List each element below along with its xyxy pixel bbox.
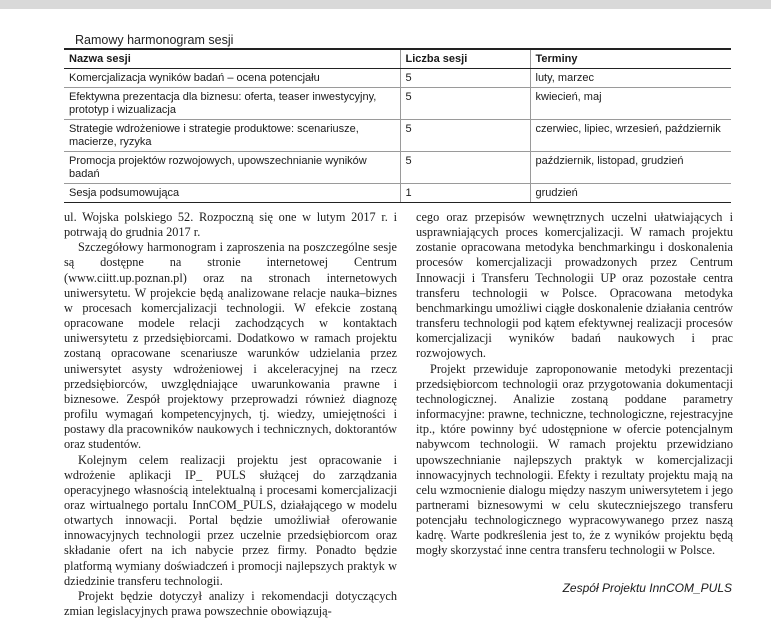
column-header-dates: Terminy (530, 49, 731, 69)
table-row (64, 184, 731, 203)
table-row (64, 88, 731, 120)
article-right-column (416, 210, 733, 559)
session-count-cell: 5 (400, 152, 530, 184)
table-row (64, 152, 731, 184)
paragraph: cego oraz przepisów wewnętrznych uczelni ułatwiających i usprawniających proces komercjalizacji. W ramach projektu zostanie opracowana metodyka benchmarkingu i doskonalenia procesów komercjalizacji prowadzonych przez Centrum Innowacji i Transferu Technologii UP oraz pozostałe centra transferu technologii w Polsce. Opracowana metodyka benchmarkingu umożliwi ciągłe doskonalenie działania centrów transferu technologii pod kątem efektywnej realizacji procesów komercjalizacji wyników badań naukowych i prac rozwojowych. (416, 210, 733, 361)
session-count-cell: 5 (400, 69, 530, 88)
paragraph: Projekt będzie dotyczył analizy i rekomendacji dotyczących zmian legislacyjnych prawa powszechnie obowiązują- (64, 588, 397, 619)
session-dates-cell: luty, marzec (530, 69, 731, 88)
session-count-cell: 5 (400, 120, 530, 152)
table-row (64, 120, 731, 152)
table-header-row (64, 49, 731, 69)
session-name-cell: Komercjalizacja wyników badań – ocena potencjału (64, 69, 400, 88)
session-dates-cell: grudzień (530, 184, 731, 203)
session-name-cell: Sesja podsumowująca (64, 184, 400, 203)
paragraph: Projekt przewiduje zaproponowanie metodyki prezentacji przedsiębiorcom technologii oraz przygotowania dokumentacji technologicznej. Analizie zostaną poddane parametry informacyjne: prawne, techniczne, technologiczne, rejestracyjne itp., które powinny być udostępnione w ofercie potencjalnym nabywcom technologii. W ramach projektu przewidziano upowszechnianie najlepszych praktyk w komercjalizacji innowacyjnych technologii. Efekty i rezultaty projektu mają na celu wzmocnienie dialogu między naszym uniwersytetem i jego partnerami biznesowymi w celu skuteczniejszego transferu potencjału technologicznego wypracowywanego przez naszą kadrę. Warte podkreślenia jest to, że z wyników projektu będą mogły skorzystać inne centra transferu technologii w Polsce. (416, 361, 733, 558)
paragraph: Kolejnym celem realizacji projektu jest opracowanie i wdrożenie aplikacji IP_ PULS służącej do zarządzania operacyjnego własnością intelektualną i procesami komercjalizacji oraz wirtualnego portalu InnCOM_PULS, działającego w modelu otwartych innowacji. Portal będzie umożliwiał oferowanie innowacyjnych technologii przez uczelnie przedsiębiorcom oraz składanie ofert na ich nabycie przez firmy. Ponadto będzie platformą wymiany doświadczeń i promocji najlepszych praktyk w dziedzinie transferu technologii. (64, 452, 397, 588)
session-name-cell: Efektywna prezentacja dla biznesu: oferta, teaser inwestycyjny, prototyp i wizualizacja (64, 88, 400, 120)
session-name-cell: Strategie wdrożeniowe i strategie produktowe: scenariusze, macierze, ryzyka (64, 120, 400, 152)
column-header-session-count: Liczba sesji (400, 49, 530, 69)
session-dates-cell: czerwiec, lipiec, wrzesień, październik (530, 120, 731, 152)
session-dates-cell: październik, listopad, grudzień (530, 152, 731, 184)
session-dates-cell: kwiecień, maj (530, 88, 731, 120)
column-header-session-name: Nazwa sesji (64, 49, 400, 69)
article-signature: Zespół Projektu InnCOM_PULS (562, 581, 732, 595)
paragraph: Szczegółowy harmonogram i zaproszenia na poszczególne sesje są dostępne na stronie internetowej Centrum (www.ciitt.up.poznan.pl) oraz na stronach internetowych uniwersytetu. W projekcie będą analizowane relacje nauka–biznes w procesach komercjalizacji technologii. W efekcie zostaną opracowane modele relacji zachodzących w kontaktach uniwersytetu z przedsiębiorcami. Dodatkowo w ramach projektu zostaną opracowane scenariusze warunków udzielania przez uniwersytet asysty wdrożeniowej i akceleracyjnej na rzecz przedsiębiorców, uwzględniające uwarunkowania prawne i biznesowe. Zespół projektowy przeprowadzi również diagnozę profilu wymagań kompetencyjnych, tj. wiedzy, umiejętności i postawy dla pracowników naukowych i technicznych, doktorantów oraz studentów. (64, 240, 397, 452)
paragraph: ul. Wojska polskiego 52. Rozpoczną się one w lutym 2017 r. i potrwają do grudnia 2017 r. (64, 210, 397, 240)
session-schedule-table (64, 48, 731, 203)
session-count-cell: 1 (400, 184, 530, 203)
article-left-column (64, 210, 397, 619)
top-gray-band (0, 0, 771, 9)
session-count-cell: 5 (400, 88, 530, 120)
session-name-cell: Promocja projektów rozwojowych, upowszechnianie wyników badań (64, 152, 400, 184)
table-row (64, 69, 731, 88)
table-caption: Ramowy harmonogram sesji (75, 33, 234, 47)
